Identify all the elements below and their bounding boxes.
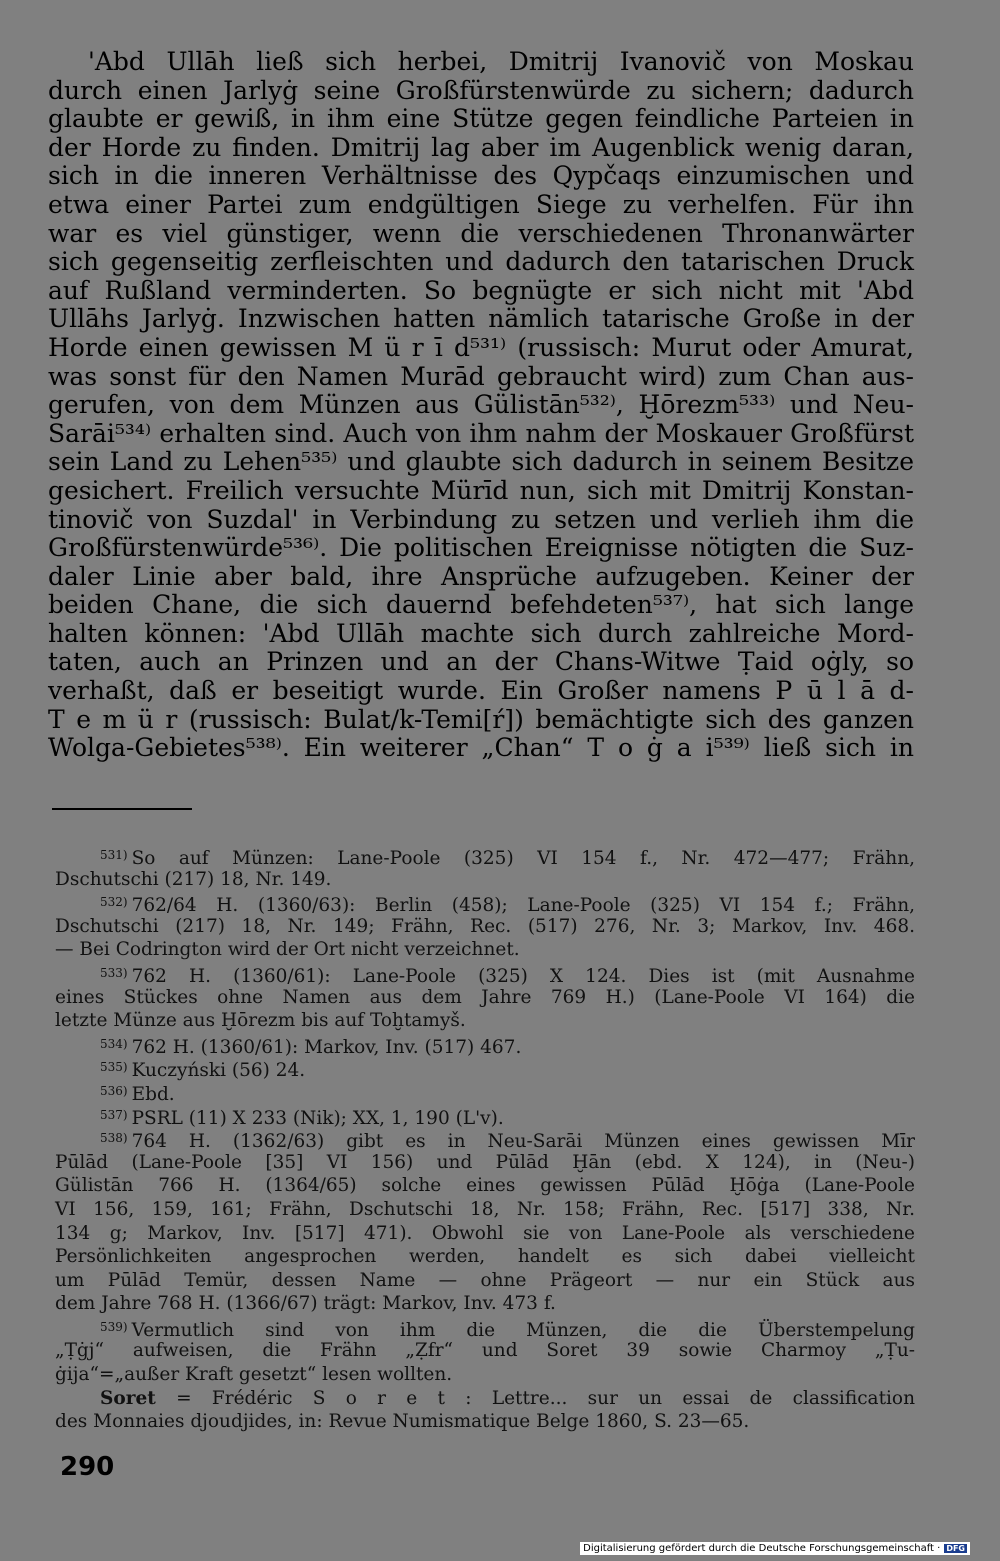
footnote-line: $^{534)}$ 762 H. (1360/61): Markov, Inv. (517) 467. [100, 1036, 522, 1058]
soret-reference-line: des Monnaies djoudjides, in: Revue Numismatique Belge 1860, S. 23—65. [55, 1411, 750, 1433]
dfg-logo: DFG [946, 1544, 965, 1553]
footnote-line: letzte Münze aus Ḫōrezm bis auf Toḫtamyš. [55, 1010, 466, 1032]
footnote-line: Gülistān 766 H. (1364/65) solche eines gewissen Pūlād Ḫōġa (Lane-Poole [55, 1175, 915, 1197]
page-number: 290 [60, 1452, 115, 1482]
main-text-block [48, 48, 914, 763]
footnote-line: dem Jahre 768 H. (1366/67) trägt: Markov, Inv. 473 f. [55, 1293, 556, 1315]
text-line: sich in die inneren Verhältnisse des Qypčaqs einzumischen und [48, 161, 914, 191]
footnote-number: 533) [100, 965, 128, 980]
text-line: Horde einen gewissen M ü r ī d⁵³¹⁾ (russisch: Murut oder Amurat, [48, 332, 914, 362]
digitization-credit [580, 1542, 970, 1555]
text-line: beiden Chane, die sich dauernd befehdeten⁵³⁷⁾, hat sich lange [48, 590, 914, 620]
text-line: verhaßt, daß er beseitigt wurde. Ein Großer namens P ū l ā d- [48, 676, 914, 706]
footnote-line: $^{533)}$ 762 H. (1360/61): Lane-Poole (325) X 124. Dies ist (mit Ausnahme [100, 965, 915, 987]
text-line: sein Land zu Lehen⁵³⁵⁾ und glaubte sich dadurch in seinem Besitze [48, 447, 914, 477]
footnote-number: 539) [100, 1319, 128, 1334]
text-line: Ullāhs Jarlyġ. Inzwischen hatten nämlich tatarische Große in der [48, 304, 914, 334]
footnote-line: Pūlād (Lane-Poole [35] VI 156) und Pūlād Ḫān (ebd. X 124), in (Neu-) [55, 1151, 915, 1173]
footnote-number: 531) [100, 848, 128, 862]
text-line: der Horde zu finden. Dmitrij lag aber im Augenblick wenig daran, [48, 132, 914, 162]
text-line: war es viel günstiger, wenn die verschiedenen Thronanwärter [48, 218, 914, 248]
text-line: auf Rußland verminderten. So begnügte er sich nicht mit 'Abd [48, 275, 914, 305]
footnote-line: — Bei Codrington wird der Ort nicht verzeichnet. [55, 939, 520, 961]
text-line: Wolga-Gebietes⁵³⁸⁾. Ein weiterer „Chan“ T o ġ a i⁵³⁹⁾ ließ sich in [48, 733, 914, 763]
text-line: Großfürstenwürde⁵³⁶⁾. Die politischen Ereignisse nötigten die Suz- [48, 533, 914, 563]
footnote-number: 538) [100, 1131, 128, 1146]
footnote-line: Dschutschi (217) 18, Nr. 149. [55, 868, 332, 890]
footnote-line: $^{536)}$ Ebd. [100, 1083, 175, 1105]
footnote-number: 532) [100, 895, 128, 910]
footnote-line: $^{537)}$ PSRL (11) X 233 (Nik); XX, 1, 190 (L'v). [100, 1107, 504, 1129]
footnote-line: $^{535)}$ Kuczyński (56) 24. [100, 1060, 306, 1082]
soret-reference: Soret = Frédéric S o r e t : Lettre... sur un essai de classification [100, 1387, 915, 1409]
footnote-line: $^{531)}$ So auf Münzen: Lane-Poole (325) VI 154 f., Nr. 472—477; Frähn, [100, 848, 915, 869]
footnote-number: 534) [100, 1036, 128, 1051]
footnote-line: Persönlichkeiten angesprochen werden, handelt es sich dabei vielleicht [55, 1246, 915, 1268]
text-line: durch einen Jarlyġ seine Großfürstenwürde zu sichern; dadurch [48, 75, 914, 105]
text-line: gesichert. Freilich versuchte Mürīd nun, sich mit Dmitrij Konstan- [48, 475, 914, 505]
text-line: tinovič von Suzdal' in Verbindung zu setzen und verlieh ihm die [48, 504, 914, 534]
footnote-line: ġija“=„außer Kraft gesetzt“ lesen wollten. [55, 1364, 453, 1386]
text-line: sich gegenseitig zerfleischten und dadurch den tatarischen Druck [48, 247, 914, 277]
footnote-divider [52, 808, 192, 810]
footnote-line: $^{538)}$ 764 H. (1362/63) gibt es in Neu-Sarāi Münzen eines gewissen Mīr [100, 1131, 915, 1153]
footnotes-block [55, 844, 915, 1434]
text-line: 'Abd Ullāh ließ sich herbei, Dmitrij Ivanovič von Moskau [88, 47, 914, 76]
text-line: gerufen, von dem Münzen aus Gülistān⁵³²⁾, Ḫōrezm⁵³³⁾ und Neu- [48, 390, 914, 420]
text-line: Sarāi⁵³⁴⁾ erhalten sind. Auch von ihm nahm der Moskauer Großfürst [48, 418, 914, 448]
footnote-line: „Ṭġj“ aufweisen, die Frähn „Ẓfr“ und Soret 39 sowie Charmoy „Ṭu- [55, 1340, 915, 1362]
footnote-number: 537) [100, 1107, 128, 1122]
footnote-line: $^{532)}$ 762/64 H. (1360/63): Berlin (458); Lane-Poole (325) VI 154 f.; Frähn, [100, 895, 915, 917]
footnote-line: Dschutschi (217) 18, Nr. 149; Frähn, Rec. (517) 276, Nr. 3; Markov, Inv. 468. [55, 915, 915, 937]
text-line: T e m ü r (russisch: Bulat/k-Temi[ŕ]) bemächtigte sich des ganzen [48, 704, 914, 734]
soret-label: Soret [100, 1387, 156, 1409]
text-line: halten können: 'Abd Ullāh machte sich durch zahlreiche Mord- [48, 618, 914, 648]
footnote-line: 134 g; Markov, Inv. [517] 471). Obwohl sie von Lane-Poole als verschiedene [55, 1222, 915, 1244]
footnote-line: um Pūlād Temür, dessen Name — ohne Prägeort — nur ein Stück aus [55, 1269, 915, 1291]
footnote-line: eines Stückes ohne Namen aus dem Jahre 769 H.) (Lane-Poole VI 164) die [55, 986, 915, 1008]
text-line: daler Linie aber bald, ihre Ansprüche aufzugeben. Keiner der [48, 561, 914, 591]
footnote-line: VI 156, 159, 161; Frähn, Dschutschi 18, Nr. 158; Frähn, Rec. [517] 338, Nr. [55, 1198, 915, 1220]
footnote-number: 535) [100, 1060, 128, 1075]
text-line: was sonst für den Namen Murād gebraucht wird) zum Chan aus- [48, 361, 914, 391]
footnote-number: 536) [100, 1083, 128, 1098]
text-line: etwa einer Partei zum endgültigen Siege zu verhelfen. Für ihn [48, 189, 914, 219]
text-line: taten, auch an Prinzen und an der Chans-Witwe Ṭaid oġly, so [48, 647, 914, 677]
text-line: glaubte er gewiß, in ihm eine Stütze gegen feindliche Parteien in [48, 104, 914, 134]
credit-text: Digitalisierung gefördert durch die Deutsche Forschungsgemeinschaft · [583, 1543, 941, 1554]
footnote-line: $^{539)}$ Vermutlich sind von ihm die Münzen, die die Überstempelung [100, 1319, 915, 1341]
